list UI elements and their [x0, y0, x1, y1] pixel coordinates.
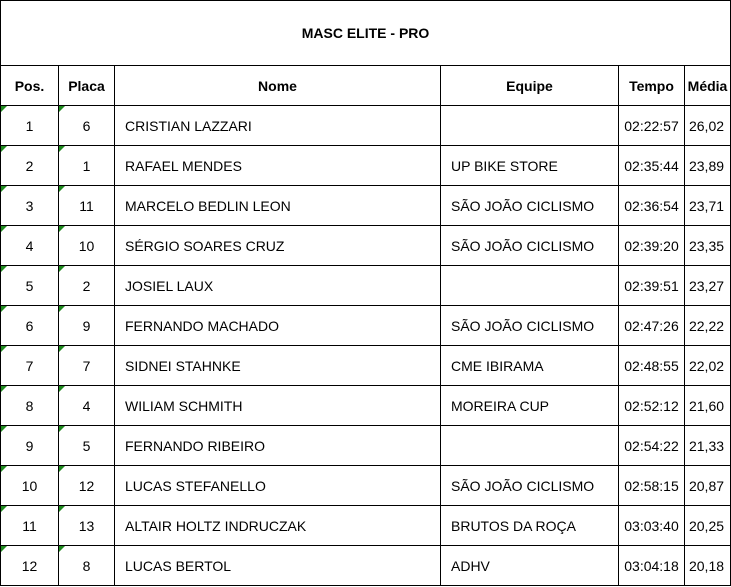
comment-marker-icon [1, 546, 7, 552]
cell-text: 7 [82, 357, 91, 374]
cell-equipe[interactable] [441, 186, 619, 226]
cell-pos[interactable] [1, 386, 59, 426]
cell-tempo[interactable] [619, 306, 685, 346]
table-row [1, 346, 731, 386]
cell-nome[interactable] [115, 386, 441, 426]
cell-tempo[interactable] [619, 186, 685, 226]
comment-marker-icon [59, 426, 65, 432]
header-equipe[interactable]: Equipe [441, 66, 619, 106]
cell-text: SÉRGIO SOARES CRUZ [125, 237, 285, 254]
cell-text: WILIAM SCHMITH [125, 397, 243, 414]
cell-text: 9 [82, 317, 91, 334]
cell-media[interactable] [685, 546, 731, 586]
cell-text: 02:58:15 [624, 477, 679, 494]
cell-text: 21,33 [688, 437, 725, 454]
cell-equipe[interactable] [441, 266, 619, 306]
cell-media[interactable] [685, 106, 731, 146]
cell-text: RAFAEL MENDES [125, 157, 242, 174]
cell-text: LUCAS BERTOL [125, 557, 232, 574]
cell-tempo[interactable] [619, 466, 685, 506]
cell-nome[interactable] [115, 546, 441, 586]
table-row [1, 546, 731, 586]
cell-text: 02:48:55 [624, 357, 679, 374]
table-row [1, 506, 731, 546]
header-row [1, 66, 731, 106]
cell-media[interactable] [685, 426, 731, 466]
table-row [1, 426, 731, 466]
cell-text: 20,18 [688, 557, 725, 574]
cell-media[interactable] [685, 146, 731, 186]
cell-text: SIDNEI STAHNKE [125, 357, 241, 374]
cell-text: 8 [82, 557, 91, 574]
cell-text: 4 [25, 237, 34, 254]
cell-text: JOSIEL LAUX [125, 277, 214, 294]
cell-text: 20,87 [688, 477, 725, 494]
cell-nome[interactable] [115, 466, 441, 506]
cell-tempo[interactable] [619, 266, 685, 306]
comment-marker-icon [59, 506, 65, 512]
cell-tempo[interactable] [619, 106, 685, 146]
cell-equipe[interactable] [441, 466, 619, 506]
comment-marker-icon [1, 186, 7, 192]
cell-nome[interactable] [115, 106, 441, 146]
cell-placa[interactable] [59, 306, 115, 346]
cell-text: SÃO JOÃO CICLISMO [451, 237, 595, 254]
table-row [1, 106, 731, 146]
cell-pos[interactable] [1, 266, 59, 306]
cell-placa[interactable] [59, 146, 115, 186]
cell-text: FERNANDO RIBEIRO [125, 437, 266, 454]
comment-marker-icon [59, 306, 65, 312]
cell-placa[interactable] [59, 506, 115, 546]
cell-text: SÃO JOÃO CICLISMO [451, 477, 595, 494]
cell-text: CME IBIRAMA [451, 357, 544, 374]
cell-text: 23,71 [688, 197, 725, 214]
cell-text: 23,35 [688, 237, 725, 254]
title-row [1, 1, 731, 66]
cell-text: CRISTIAN LAZZARI [125, 117, 252, 134]
cell-text: 03:03:40 [624, 517, 679, 534]
table-row [1, 386, 731, 426]
header-tempo[interactable]: Tempo [619, 66, 685, 106]
cell-media[interactable] [685, 306, 731, 346]
cell-text: 2 [82, 277, 91, 294]
cell-pos[interactable] [1, 346, 59, 386]
cell-placa[interactable] [59, 346, 115, 386]
cell-text: 13 [78, 517, 95, 534]
cell-nome[interactable] [115, 346, 441, 386]
table-row [1, 186, 731, 226]
cell-text: BRUTOS DA ROÇA [451, 517, 576, 534]
header-nome[interactable]: Nome [115, 66, 441, 106]
cell-text: 12 [21, 557, 38, 574]
cell-equipe[interactable] [441, 506, 619, 546]
cell-tempo[interactable] [619, 506, 685, 546]
header-media[interactable]: Média [685, 66, 731, 106]
cell-pos[interactable] [1, 546, 59, 586]
cell-pos[interactable] [1, 466, 59, 506]
comment-marker-icon [59, 546, 65, 552]
cell-equipe[interactable] [441, 226, 619, 266]
comment-marker-icon [59, 106, 65, 112]
comment-marker-icon [59, 146, 65, 152]
comment-marker-icon [59, 186, 65, 192]
cell-text: 3 [25, 197, 34, 214]
comment-marker-icon [59, 466, 65, 472]
table-row [1, 146, 731, 186]
cell-text: 8 [25, 397, 34, 414]
cell-text: 12 [78, 477, 95, 494]
cell-text: 11 [79, 197, 94, 214]
cell-text: 23,89 [688, 157, 725, 174]
cell-text: MOREIRA CUP [451, 397, 550, 414]
cell-text: 9 [25, 437, 34, 454]
cell-equipe[interactable] [441, 146, 619, 186]
cell-tempo[interactable] [619, 146, 685, 186]
cell-text: 02:54:22 [624, 437, 679, 454]
cell-text: 21,60 [688, 397, 725, 414]
cell-placa[interactable] [59, 546, 115, 586]
cell-media[interactable] [685, 266, 731, 306]
cell-tempo[interactable] [619, 346, 685, 386]
comment-marker-icon [1, 426, 7, 432]
cell-pos[interactable] [1, 106, 59, 146]
comment-marker-icon [1, 226, 7, 232]
cell-text: 4 [82, 397, 91, 414]
table-row [1, 306, 731, 346]
cell-placa[interactable] [59, 106, 115, 146]
cell-equipe[interactable] [441, 106, 619, 146]
cell-text: ADHV [451, 557, 490, 574]
cell-text: 5 [82, 437, 91, 454]
cell-pos[interactable] [1, 506, 59, 546]
table-row [1, 466, 731, 506]
cell-nome[interactable] [115, 186, 441, 226]
cell-equipe[interactable] [441, 306, 619, 346]
cell-tempo[interactable] [619, 546, 685, 586]
cell-text: 11 [22, 517, 37, 534]
comment-marker-icon [1, 506, 7, 512]
cell-nome[interactable] [115, 306, 441, 346]
cell-pos[interactable] [1, 426, 59, 466]
table-row [1, 266, 731, 306]
cell-text: UP BIKE STORE [451, 157, 558, 174]
results-body [1, 106, 731, 586]
cell-text: 02:36:54 [624, 197, 679, 214]
cell-placa[interactable] [59, 226, 115, 266]
cell-text: 10 [78, 237, 95, 254]
cell-tempo[interactable] [619, 226, 685, 266]
cell-text: ALTAIR HOLTZ INDRUCZAK [125, 517, 307, 534]
cell-equipe[interactable] [441, 426, 619, 466]
cell-text: FERNANDO MACHADO [125, 317, 280, 334]
cell-media[interactable] [685, 226, 731, 266]
header-placa[interactable]: Placa [59, 66, 115, 106]
cell-media[interactable] [685, 386, 731, 426]
cell-placa[interactable] [59, 466, 115, 506]
cell-text: 03:04:18 [624, 557, 679, 574]
cell-text: 6 [82, 117, 91, 134]
comment-marker-icon [59, 386, 65, 392]
comment-marker-icon [1, 266, 7, 272]
cell-text: 26,02 [688, 117, 725, 134]
cell-pos[interactable] [1, 146, 59, 186]
cell-text: 02:35:44 [624, 157, 679, 174]
comment-marker-icon [1, 306, 7, 312]
cell-nome[interactable] [115, 426, 441, 466]
comment-marker-icon [1, 106, 7, 112]
cell-text: SÃO JOÃO CICLISMO [451, 197, 595, 214]
cell-text: 02:39:51 [624, 277, 679, 294]
cell-text: LUCAS STEFANELLO [125, 477, 266, 494]
cell-media[interactable] [685, 186, 731, 226]
cell-text: 1 [25, 117, 34, 134]
cell-media[interactable] [685, 346, 731, 386]
cell-text: 2 [25, 157, 34, 174]
cell-text: 23,27 [688, 277, 725, 294]
cell-placa[interactable] [59, 386, 115, 426]
cell-text: 7 [25, 357, 34, 374]
comment-marker-icon [1, 466, 7, 472]
cell-placa[interactable] [59, 426, 115, 466]
cell-nome[interactable] [115, 506, 441, 546]
cell-pos[interactable] [1, 306, 59, 346]
cell-text: 22,22 [688, 317, 725, 334]
cell-text: 20,25 [688, 517, 725, 534]
cell-text: 02:22:57 [624, 117, 679, 134]
cell-tempo[interactable] [619, 386, 685, 426]
cell-equipe[interactable] [441, 386, 619, 426]
comment-marker-icon [59, 226, 65, 232]
cell-equipe[interactable] [441, 546, 619, 586]
cell-nome[interactable] [115, 226, 441, 266]
cell-text: 10 [21, 477, 38, 494]
cell-text: 1 [82, 157, 91, 174]
header-pos[interactable]: Pos. [1, 66, 59, 106]
cell-pos[interactable] [1, 186, 59, 226]
cell-pos[interactable] [1, 226, 59, 266]
cell-placa[interactable] [59, 266, 115, 306]
cell-tempo[interactable] [619, 426, 685, 466]
cell-nome[interactable] [115, 266, 441, 306]
comment-marker-icon [59, 266, 65, 272]
cell-nome[interactable] [115, 146, 441, 186]
comment-marker-icon [1, 386, 7, 392]
cell-text: SÃO JOÃO CICLISMO [451, 317, 595, 334]
cell-text: 6 [25, 317, 34, 334]
table-row [1, 226, 731, 266]
cell-text: 22,02 [688, 357, 725, 374]
comment-marker-icon [1, 346, 7, 352]
cell-text: 5 [25, 277, 34, 294]
cell-media[interactable] [685, 506, 731, 546]
comment-marker-icon [59, 346, 65, 352]
cell-placa[interactable] [59, 186, 115, 226]
cell-media[interactable] [685, 466, 731, 506]
cell-text: MARCELO BEDLIN LEON [125, 197, 291, 214]
cell-equipe[interactable] [441, 346, 619, 386]
cell-text: 02:52:12 [624, 397, 679, 414]
comment-marker-icon [1, 146, 7, 152]
table-title: MASC ELITE - PRO [1, 1, 731, 66]
cell-text: 02:47:26 [624, 317, 679, 334]
cell-text: 02:39:20 [624, 237, 679, 254]
